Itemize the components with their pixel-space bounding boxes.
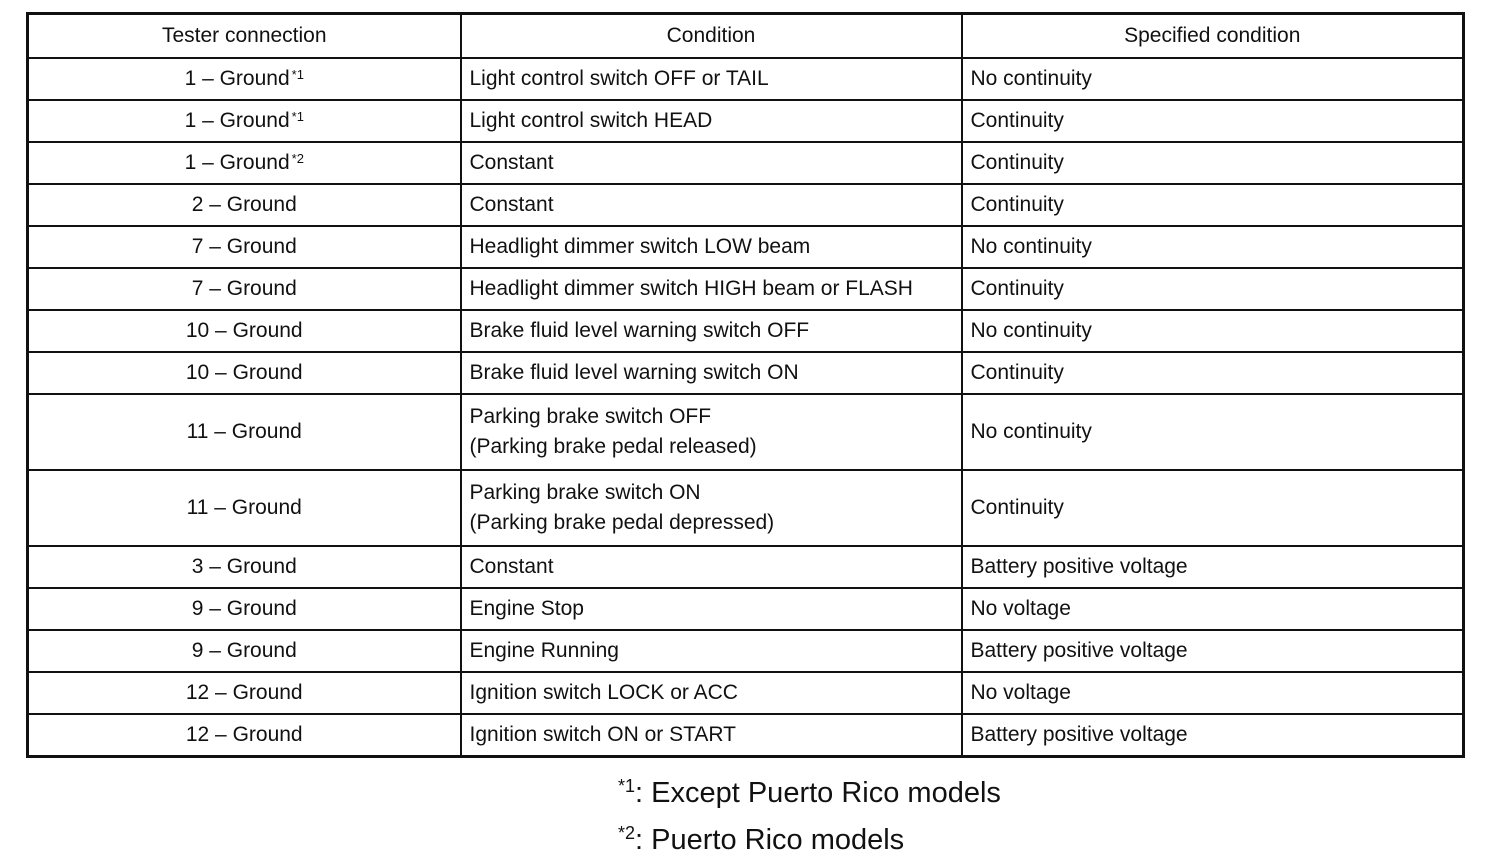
table-row — [28, 546, 1464, 588]
connection-text: 11 – Ground — [186, 419, 302, 443]
cell-condition — [461, 394, 962, 470]
connection-text: 2 – Ground — [191, 192, 297, 216]
condition-line: Headlight dimmer switch HIGH beam or FLASH — [469, 276, 913, 300]
connection-text: 1 – Ground — [184, 66, 290, 90]
footnote-ref: *1 — [291, 108, 304, 124]
footnote-ref: *1 — [291, 66, 304, 82]
cell-specified-condition: No continuity — [962, 58, 1464, 100]
table-row — [28, 310, 1464, 352]
footnotes — [618, 766, 1001, 860]
cell-condition — [461, 352, 962, 394]
cell-condition — [461, 268, 962, 310]
connection-text: 10 – Ground — [185, 360, 303, 384]
table-row — [28, 142, 1464, 184]
footnote-1 — [618, 766, 1001, 813]
condition-line: Brake fluid level warning switch OFF — [469, 318, 810, 342]
cell-tester-connection — [28, 394, 461, 470]
cell-tester-connection — [28, 352, 461, 394]
cell-specified-condition: No continuity — [962, 394, 1464, 470]
footnote-2 — [618, 813, 1001, 860]
cell-tester-connection — [28, 58, 461, 100]
footnote-text: : Puerto Rico models — [635, 824, 905, 856]
cell-condition — [461, 100, 962, 142]
table-row — [28, 352, 1464, 394]
cell-condition — [461, 588, 962, 630]
connection-text: 9 – Ground — [191, 638, 297, 662]
table-row — [28, 226, 1464, 268]
table-row — [28, 184, 1464, 226]
cell-tester-connection — [28, 142, 461, 184]
condition-line: (Parking brake pedal depressed) — [469, 511, 775, 534]
condition-line: Light control switch OFF or TAIL — [469, 66, 769, 90]
cell-condition — [461, 546, 962, 588]
connection-text: 12 – Ground — [185, 680, 303, 704]
footnote-ref: *2 — [291, 150, 304, 166]
condition-line: (Parking brake pedal released) — [469, 435, 757, 458]
cell-tester-connection — [28, 470, 461, 546]
condition-line: Light control switch HEAD — [469, 108, 713, 132]
cell-specified-condition: Battery positive voltage — [962, 630, 1464, 672]
cell-condition — [461, 142, 962, 184]
condition-line: Ignition switch LOCK or ACC — [469, 680, 738, 704]
cell-specified-condition: Continuity — [962, 184, 1464, 226]
connection-text: 1 – Ground — [184, 108, 290, 132]
table-row — [28, 714, 1464, 756]
table-row — [28, 588, 1464, 630]
continuity-spec-table — [26, 12, 1465, 758]
cell-specified-condition: Continuity — [962, 352, 1464, 394]
connection-text: 10 – Ground — [185, 318, 303, 342]
cell-specified-condition: Continuity — [962, 142, 1464, 184]
cell-tester-connection — [28, 546, 461, 588]
cell-condition — [461, 184, 962, 226]
cell-specified-condition: Continuity — [962, 470, 1464, 546]
cell-condition — [461, 58, 962, 100]
cell-condition — [461, 714, 962, 756]
condition-line: Parking brake switch ON — [469, 480, 701, 504]
cell-specified-condition: Continuity — [962, 268, 1464, 310]
condition-line: Engine Running — [469, 638, 619, 662]
table-body — [28, 58, 1464, 756]
connection-text: 9 – Ground — [191, 596, 297, 620]
table-row — [28, 58, 1464, 100]
condition-line: Brake fluid level warning switch ON — [469, 360, 799, 384]
condition-line: Constant — [469, 150, 554, 174]
connection-text: 3 – Ground — [191, 554, 297, 578]
table-row — [28, 268, 1464, 310]
connection-text: 1 – Ground — [184, 150, 290, 174]
table-row — [28, 470, 1464, 546]
condition-line: Headlight dimmer switch LOW beam — [469, 234, 811, 258]
cell-condition — [461, 226, 962, 268]
table-header-row — [28, 14, 1464, 59]
cell-specified-condition: Continuity — [962, 100, 1464, 142]
cell-tester-connection — [28, 630, 461, 672]
footnote-mark: *2 — [618, 823, 636, 843]
condition-line: Constant — [469, 554, 554, 578]
connection-text: 7 – Ground — [191, 234, 297, 258]
condition-line: Parking brake switch OFF — [469, 404, 712, 428]
cell-condition — [461, 310, 962, 352]
connection-text: 12 – Ground — [185, 722, 303, 746]
cell-specified-condition: Battery positive voltage — [962, 546, 1464, 588]
table-row — [28, 100, 1464, 142]
table-row — [28, 394, 1464, 470]
cell-tester-connection — [28, 268, 461, 310]
table-row — [28, 672, 1464, 714]
footnote-mark: *1 — [618, 776, 636, 796]
table-row — [28, 630, 1464, 672]
connection-text: 11 – Ground — [186, 495, 302, 519]
cell-tester-connection — [28, 226, 461, 268]
footnote-text: : Except Puerto Rico models — [635, 777, 1001, 809]
cell-condition — [461, 630, 962, 672]
cell-tester-connection — [28, 184, 461, 226]
header-tester-connection: Tester connection — [28, 14, 461, 59]
cell-specified-condition: No voltage — [962, 672, 1464, 714]
cell-specified-condition: No voltage — [962, 588, 1464, 630]
cell-tester-connection — [28, 100, 461, 142]
header-specified-condition: Specified condition — [962, 14, 1464, 59]
condition-line: Engine Stop — [469, 596, 584, 620]
cell-specified-condition: Battery positive voltage — [962, 714, 1464, 756]
cell-specified-condition: No continuity — [962, 310, 1464, 352]
header-condition: Condition — [461, 14, 962, 59]
cell-tester-connection — [28, 714, 461, 756]
cell-condition — [461, 672, 962, 714]
condition-line: Ignition switch ON or START — [469, 722, 736, 746]
condition-line: Constant — [469, 192, 554, 216]
cell-tester-connection — [28, 310, 461, 352]
cell-specified-condition: No continuity — [962, 226, 1464, 268]
cell-condition — [461, 470, 962, 546]
cell-tester-connection — [28, 588, 461, 630]
connection-text: 7 – Ground — [191, 276, 297, 300]
cell-tester-connection — [28, 672, 461, 714]
